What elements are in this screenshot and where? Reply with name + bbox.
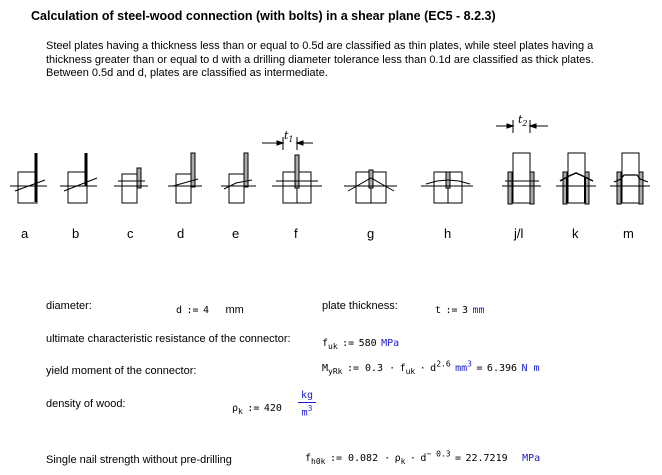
density-unit-numerator: kg — [298, 390, 316, 403]
diameter-symbol: d — [176, 305, 183, 316]
mode-jl-drawing — [496, 120, 548, 204]
mode-m-drawing — [610, 153, 650, 204]
fuk-value[interactable]: 580 — [358, 338, 377, 349]
plate-thickness-value[interactable]: 3 — [461, 305, 469, 316]
mode-label-d: d — [177, 226, 185, 241]
fuk-assign: := — [342, 338, 355, 349]
density-label: density of wood: — [46, 398, 126, 410]
t1-dimension-label: $t_1$ — [284, 129, 294, 145]
mode-g-drawing — [344, 170, 397, 203]
mode-label-g: g — [367, 226, 375, 241]
mode-label-h: h — [444, 226, 452, 241]
fh0k-dot: · — [409, 453, 416, 464]
fh0k-result-unit: MPa — [522, 453, 541, 464]
mode-e-drawing — [221, 153, 256, 203]
intro-line-3: Between 0.5d and d, plates are classified as intermediate. — [46, 67, 328, 79]
density-expression[interactable] — [232, 398, 282, 416]
fuk-unit: MPa — [381, 338, 400, 349]
myrk-coefficient: := 0.3 · — [346, 363, 396, 374]
page-title: Calculation of steel-wood connection (with bolts) in a shear plane (EC5 - 8.2.3) — [31, 9, 496, 23]
diameter-assign: := — [186, 305, 199, 316]
mode-label-a: a — [21, 226, 29, 241]
diameter-label: diameter: — [46, 300, 92, 312]
fuk-label: ultimate characteristic resistance of the connector: — [46, 333, 291, 345]
myrk-symbol: $M_{yRk}$ — [322, 363, 343, 376]
myrk-label: yield moment of the connector: — [46, 365, 197, 377]
fh0k-label: Single nail strength without pre-drilling — [46, 454, 232, 466]
myrk-equals: = — [476, 363, 483, 374]
intro-line-1: Steel plates having a thickness less than or equal to 0.5d are classified as thin plates, while steel plates having a — [46, 40, 594, 52]
fh0k-symbol: $f_{h0k}$ — [305, 453, 326, 466]
mode-label-b: b — [72, 226, 80, 241]
fh0k-expression[interactable] — [305, 448, 540, 466]
density-unit — [298, 390, 316, 419]
fh0k-result: 22.7219 — [465, 453, 508, 464]
fh0k-d: $d^{- 0.3}$ — [420, 449, 451, 464]
plate-thickness-label: plate thickness: — [322, 300, 398, 312]
plate-thickness-unit: mm — [472, 305, 485, 316]
density-symbol: $\rho_k$ — [232, 403, 243, 416]
diameter-expression[interactable] — [176, 300, 244, 318]
mode-label-c: c — [127, 226, 134, 241]
intro-line-2: thickness greater than or equal to d with a drilling diameter tolerance less than 0.1d are classified as thick plates. — [46, 53, 594, 66]
density-assign: := — [247, 403, 260, 414]
mode-h-drawing — [421, 172, 473, 203]
myrk-result-unit: N m — [521, 363, 540, 374]
fuk-symbol: $f_{uk}$ — [322, 338, 338, 351]
mode-d-drawing — [168, 153, 202, 203]
myrk-fuk: $f_{uk}$ — [399, 363, 416, 376]
plate-thickness-expression[interactable] — [435, 300, 485, 318]
mode-label-k: k — [572, 226, 579, 241]
mode-k-drawing — [556, 153, 596, 204]
mode-label-m: m — [623, 226, 634, 241]
density-value[interactable]: 420 — [263, 403, 282, 414]
fh0k-rho: $\rho_k$ — [394, 453, 406, 466]
mode-b-drawing — [60, 153, 97, 203]
mode-label-e: e — [232, 226, 240, 241]
mode-f-drawing — [262, 137, 322, 203]
fuk-expression[interactable] — [322, 333, 399, 351]
density-unit-denominator: $m^3$ — [301, 404, 313, 419]
myrk-d: $d^{2.6}$ — [430, 359, 451, 374]
mode-label-jl: j/l — [514, 226, 524, 241]
myrk-expression[interactable] — [322, 358, 540, 376]
diameter-unit: mm — [225, 304, 244, 316]
fh0k-equals: = — [454, 453, 462, 464]
mode-a-drawing — [10, 153, 47, 203]
diameter-value[interactable]: 4 — [202, 305, 210, 316]
myrk-dot: · — [419, 363, 426, 374]
myrk-mm-unit: $mm^3$ — [455, 359, 472, 374]
fh0k-coefficient: := 0.082 · — [329, 453, 391, 464]
t2-dimension-label: $t_2$ — [518, 113, 528, 129]
plate-thickness-symbol: t — [435, 305, 442, 316]
myrk-result: 6.396 — [486, 363, 518, 374]
plate-thickness-assign: := — [445, 305, 458, 316]
mode-label-f: f — [294, 226, 298, 241]
mode-c-drawing — [114, 168, 148, 203]
